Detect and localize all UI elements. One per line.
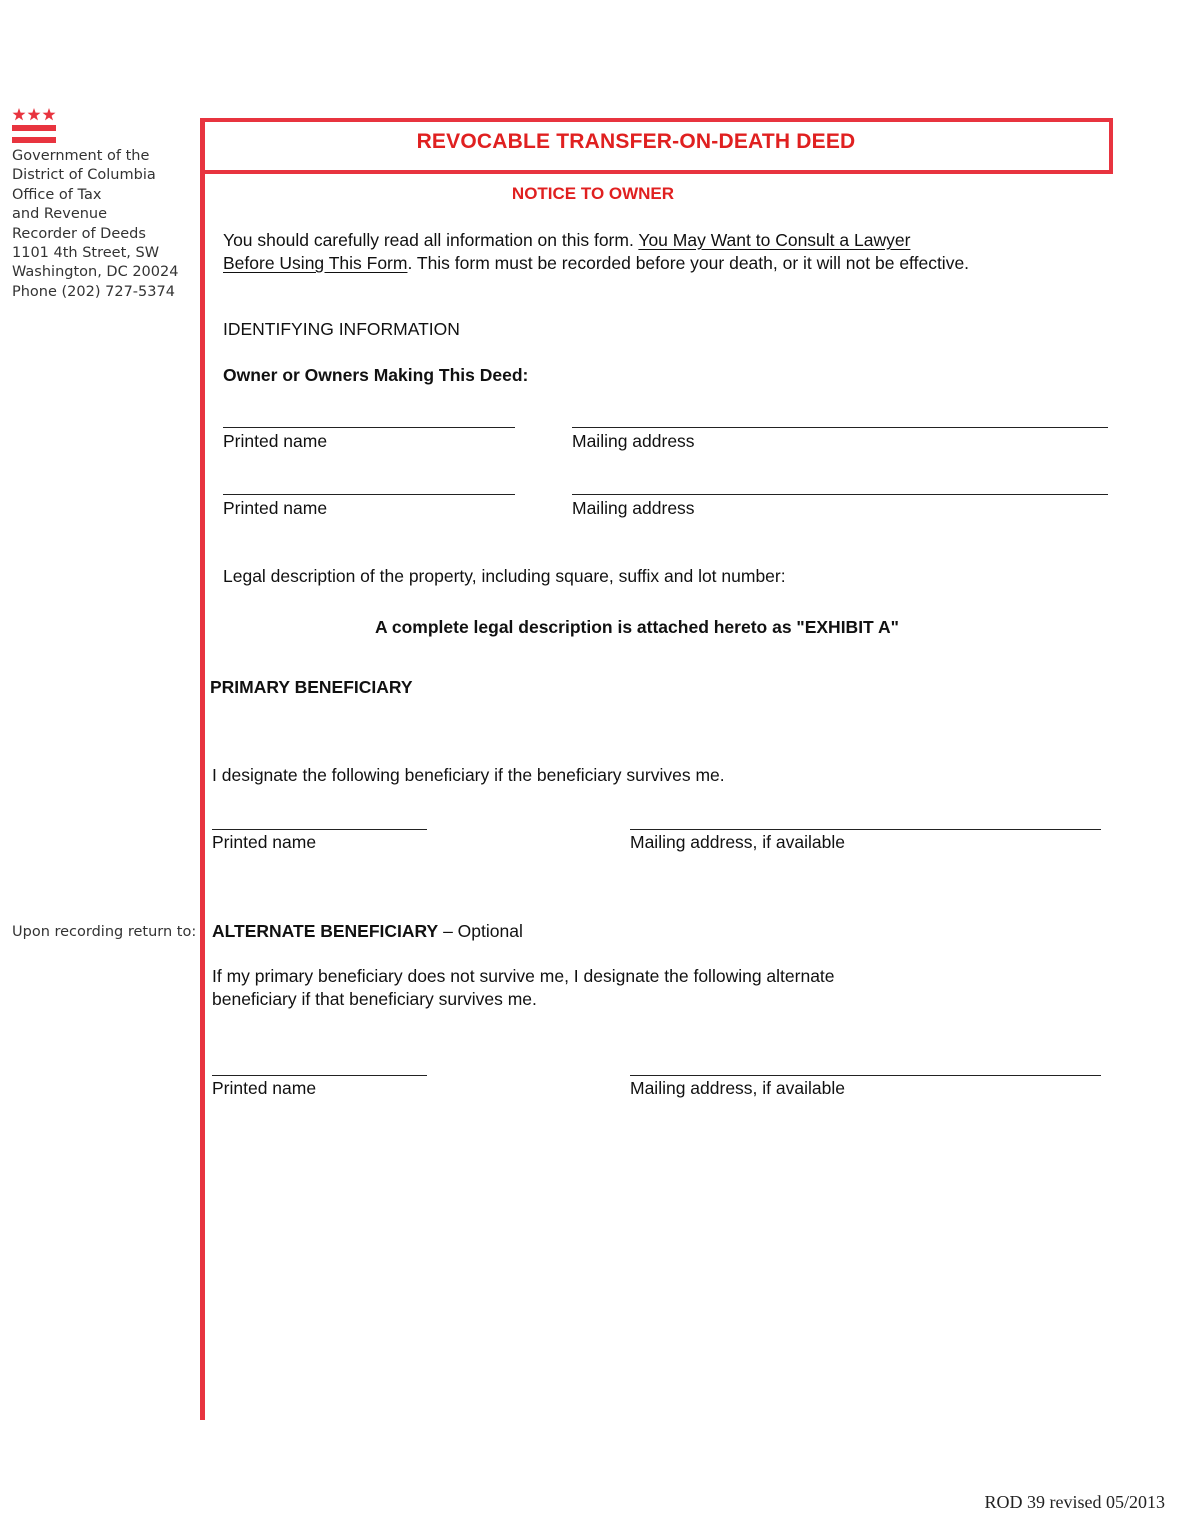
- notice-paragraph-line-2: [223, 252, 969, 275]
- consult-lawyer-text: You May Want to Consult a Lawyer: [638, 230, 911, 250]
- agency-line: Phone (202) 727-5374: [12, 283, 175, 300]
- agency-line: and Revenue: [12, 206, 108, 223]
- mailing-address-label: Mailing address: [572, 498, 695, 518]
- alternate-text-line-2: beneficiary if that beneficiary survives me.: [212, 989, 537, 1009]
- agency-line: District of Columbia: [12, 167, 156, 184]
- alternate-name-field[interactable]: [212, 1075, 427, 1076]
- owners-heading: Owner or Owners Making This Deed:: [223, 365, 529, 385]
- exhibit-note: A complete legal description is attached hereto as "EXHIBIT A": [375, 617, 899, 637]
- form-title: REVOCABLE TRANSFER-ON-DEATH DEED: [416, 130, 856, 153]
- alternate-heading-text: ALTERNATE BENEFICIARY: [212, 921, 439, 941]
- agency-line: Government of the: [12, 148, 150, 164]
- printed-name-label: Printed name: [212, 832, 317, 852]
- owner-1-address-field[interactable]: [572, 427, 1108, 428]
- identifying-heading: IDENTIFYING INFORMATION: [223, 319, 460, 339]
- agency-line: Office of Tax: [12, 186, 102, 203]
- margin-rule: [200, 118, 205, 1420]
- agency-line: 1101 4th Street, SW: [12, 245, 160, 262]
- mailing-address-available-label: Mailing address, if available: [630, 1078, 845, 1098]
- notice-paragraph-line-1: [223, 229, 910, 252]
- agency-line: Washington, DC 20024: [12, 264, 179, 281]
- revision-footer: ROD 39 revised 05/2013: [984, 1492, 1165, 1512]
- primary-address-field[interactable]: [630, 829, 1101, 830]
- legal-description-label: Legal description of the property, including square, suffix and lot number:: [223, 566, 786, 586]
- printed-name-label: Printed name: [223, 498, 328, 518]
- alternate-beneficiary-heading: [212, 920, 523, 943]
- notice-text: You should carefully read all information on this form.: [223, 230, 639, 250]
- primary-beneficiary-text: I designate the following beneficiary if the beneficiary survives me.: [212, 765, 725, 785]
- agency-line: Recorder of Deeds: [12, 225, 146, 242]
- agency-address: [12, 147, 198, 302]
- owner-2-address-field[interactable]: [572, 494, 1108, 495]
- alternate-address-field[interactable]: [630, 1075, 1101, 1076]
- alternate-optional-text: – Optional: [438, 921, 523, 941]
- primary-beneficiary-heading: PRIMARY BENEFICIARY: [210, 677, 413, 697]
- primary-name-field[interactable]: [212, 829, 427, 830]
- notice-text: . This form must be recorded before your death, or it will not be effective.: [407, 253, 970, 273]
- owner-2-name-field[interactable]: [223, 494, 515, 495]
- mailing-address-label: Mailing address: [572, 431, 695, 451]
- alternate-text-line-1: If my primary beneficiary does not survive me, I designate the following alternate: [212, 966, 835, 986]
- owner-1-name-field[interactable]: [223, 427, 515, 428]
- return-to-label: Upon recording return to:: [12, 924, 197, 940]
- printed-name-label: Printed name: [212, 1078, 317, 1098]
- before-using-text: Before Using This Form: [223, 253, 408, 273]
- printed-name-label: Printed name: [223, 431, 328, 451]
- notice-heading: NOTICE TO OWNER: [511, 184, 675, 203]
- dc-flag-icon: [12, 108, 56, 148]
- mailing-address-available-label: Mailing address, if available: [630, 832, 845, 852]
